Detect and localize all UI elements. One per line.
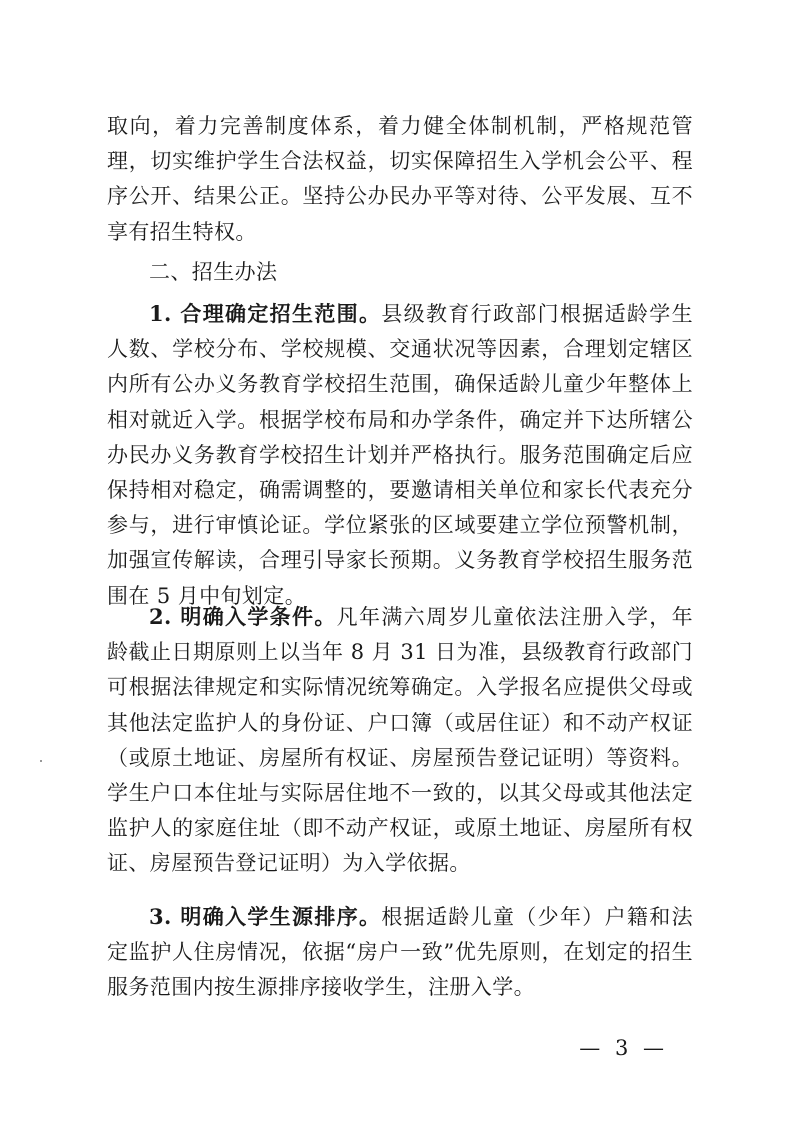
paragraph-lead: 2. 明确入学条件。 bbox=[149, 604, 337, 629]
paragraph-intro-continuation bbox=[107, 109, 693, 250]
heading-text: 二、招生办法 bbox=[149, 260, 278, 284]
section-heading-enrollment-methods bbox=[107, 255, 693, 290]
paragraph-student-source-ranking bbox=[107, 899, 693, 1006]
paragraph-enrollment-scope bbox=[107, 296, 693, 614]
paragraph-text: 凡年满六周岁儿童依法注册入学，年龄截止日期原则上以当年 8 月 31 日为准，县级教育行政部门可根据法律规定和实际情况统筹确定。入学报名应提供父母或其他法定监护人的身份证、户口簿（或居住证）和不动产权证（或原土地证、房屋所有权证、房屋预告登记证明）等资料。学生户口本住址与实际居住地不一致的，以其父母或其他法定监护人的家庭住址（即不动产权证，或原土地证、房屋所有权证、房屋预告登记证明）为入学依据。 bbox=[107, 605, 694, 876]
paragraph-lead: 1. 合理确定招生范围。 bbox=[149, 301, 382, 326]
page-number: — 3 — bbox=[579, 1036, 668, 1060]
paragraph-text: 县级教育行政部门根据适龄学生人数、学校分布、学校规模、交通状况等因素，合理划定辖区内所有公办义务教育学校招生范围，确保适龄儿童少年整体上相对就近入学。根据学校布局和办学条件，确定并下达所辖公办民办义务教育学校招生计划并严格执行。服务范围确定后应保持相对稳定，确需调整的，要邀请相关单位和家长代表充分参与，进行审慎论证。学位紧张的区域要建立学位预警机制，加强宣传解读，合理引导家长预期。义务教育学校招生服务范围在 5 月中旬划定。 bbox=[107, 302, 693, 608]
paragraph-text: 根据适龄儿童（少年）户籍和法定监护人住房情况，依据“房户一致”优先原则，在划定的招生服务范围内按生源排序接收学生，注册入学。 bbox=[107, 905, 693, 1000]
scan-speck bbox=[40, 760, 42, 762]
paragraph-admission-conditions bbox=[107, 599, 693, 882]
paragraph-text: 取向，着力完善制度体系，着力健全体制机制，严格规范管理，切实维护学生合法权益，切实保障招生入学机会公平、程序公开、结果公正。坚持公办民办平等对待、公平发展、互不享有招生特权。 bbox=[107, 114, 693, 244]
paragraph-lead: 3. 明确入学生源排序。 bbox=[149, 904, 382, 929]
